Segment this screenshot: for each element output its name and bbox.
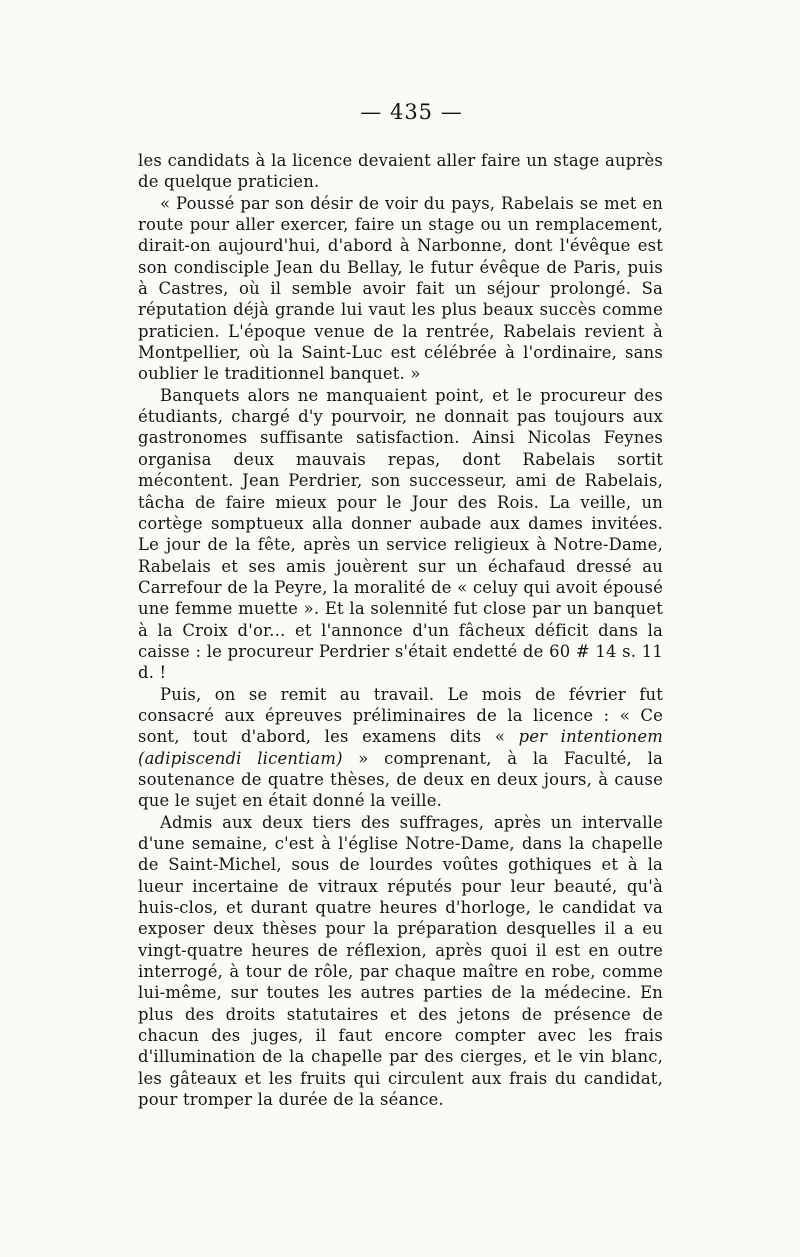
paragraph-4-text-start: Puis, on se remit au travail. Le mois de février fut consacré aux épreuves préliminaires de la licence : « Ce sont, tout d'abord, les examens dits « <box>138 684 663 747</box>
page-number: — 435 — <box>360 100 463 124</box>
paragraph-4-text-end: » comprenant, à la Faculté, la soutenance de quatre thèses, de deux en deux jours, à cause que le sujet en était donné la veille. <box>138 748 663 811</box>
body-text <box>138 150 663 1110</box>
paragraph-5-these: Admis aux deux tiers des suffrages, après un intervalle d'une semaine, c'est à l'église Notre-Dame, dans la chapelle de Saint-Michel, sous de lourdes voûtes gothiques et à la lueur incertaine de vitraux réputés pour leur beauté, qu'à huis-clos, et durant quatre heures d'horloge, le candidat va exposer deux thèses pour la préparation desquelles il a eu vingt-quatre heures de réflexion, après quoi il est en outre interrogé, à tour de rôle, par chaque maître en robe, comme lui-même, sur toutes les autres parties de la médecine. En plus des droits statutaires et des jetons de présence de chacun des juges, il faut encore compter avec les frais d'illumination de la chapelle par des cierges, et le vin blanc, les gâteaux et les fruits qui circulent aux frais du candidat, pour tromper la durée de la séance. <box>138 812 663 1110</box>
book-page <box>138 100 663 1200</box>
paragraph-2-quote: « Poussé par son désir de voir du pays, Rabelais se met en route pour aller exercer, faire un stage ou un remplacement, dirait-on aujourd'hui, d'abord à Narbonne, dont l'évêque est son condisciple Jean du Bellay, le futur évêque de Paris, puis à Castres, où il semble avoir fait un séjour prolongé. Sa réputation déjà grande lui vaut les plus beaux succès comme praticien. L'époque venue de la rentrée, Rabelais revient à Montpellier, où la Saint-Luc est célébrée à l'ordinaire, sans oublier le traditionnel banquet. » <box>138 193 663 384</box>
paragraph-4-examens <box>138 684 663 812</box>
paragraph-3-banquets: Banquets alors ne manquaient point, et le procureur des étudiants, chargé d'y pourvoir, ne donnait pas toujours aux gastronomes suffisante satisfaction. Ainsi Nicolas Feynes organisa deux mauvais repas, dont Rabelais sortit mécontent. Jean Perdrier, son successeur, ami de Rabelais, tâcha de faire mieux pour le Jour des Rois. La veille, un cortège somptueux alla donner aubade aux dames invitées. Le jour de la fête, après un service religieux à Notre-Dame, Rabelais et ses amis jouèrent sur un échafaud dressé au Carrefour de la Peyre, la moralité de « celuy qui avoit épousé une femme muette ». Et la solennité fut close par un banquet à la Croix d'or... et l'annonce d'un fâcheux déficit dans la caisse : le procureur Perdrier s'était endetté de 60 # 14 s. 11 d. ! <box>138 385 663 683</box>
paragraph-1: les candidats à la licence devaient aller faire un stage auprès de quelque praticien. <box>138 151 663 192</box>
latin-phrase: per intentionem (adipiscendi licentiam) <box>138 727 664 768</box>
